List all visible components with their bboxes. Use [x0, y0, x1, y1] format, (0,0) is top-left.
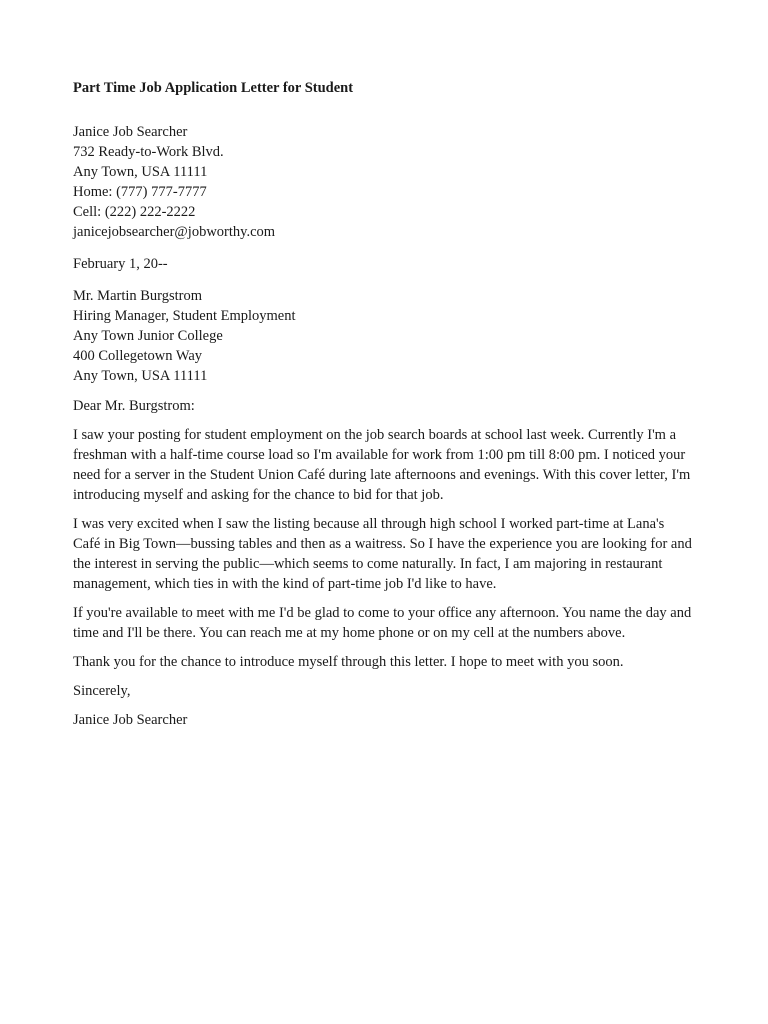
body-paragraph-4: Thank you for the chance to introduce myself through this letter. I hope to meet with you soon. [73, 654, 624, 670]
letter-date: February 1, 20-- [73, 256, 168, 272]
letter-page [73, 78, 693, 730]
sender-email: janicejobsearcher@jobworthy.com [73, 224, 276, 240]
recipient-address-block [73, 286, 693, 386]
sender-name: Janice Job Searcher [73, 124, 188, 140]
body-paragraph-1: I saw your posting for student employment on the job search boards at school last week. Currently I'm a freshman with a half-time course load so I'm available for work from 1:00 pm till 8:00 pm. I noticed your need for a server in the Student Union Café during late afternoons and evenings. With this cover letter, I'm introducing myself and asking for the chance to bid for that job. [73, 427, 691, 503]
recipient-street: 400 Collegetown Way [73, 348, 203, 364]
salutation: Dear Mr. Burgstrom: [73, 398, 195, 414]
sender-city: Any Town, USA 11111 [73, 164, 208, 180]
body-paragraph-2: I was very excited when I saw the listing because all through high school I worked part-time at Lana's Café in Big Town—bussing tables and then as a waitress. So I have the experience you are looking for and the interest in serving the public—which seems to come naturally. In fact, I am majoring in restaurant management, which ties in with the kind of part-time job I'd like to have. [73, 516, 692, 592]
sender-home-phone: Home: (777) 777-7777 [73, 184, 207, 200]
closing: Sincerely, [73, 683, 131, 699]
body-paragraph-3: If you're available to meet with me I'd be glad to come to your office any afternoon. You name the day and time and I'll be there. You can reach me at my home phone or on my cell at the numbers above. [73, 605, 692, 641]
sender-street: 732 Ready-to-Work Blvd. [73, 144, 224, 160]
recipient-title: Hiring Manager, Student Employment [73, 308, 296, 324]
recipient-organization: Any Town Junior College [73, 328, 223, 344]
signature-name: Janice Job Searcher [73, 712, 188, 728]
sender-address-block [73, 122, 693, 242]
recipient-name: Mr. Martin Burgstrom [73, 288, 203, 304]
recipient-city: Any Town, USA 11111 [73, 368, 208, 384]
sender-cell-phone: Cell: (222) 222-2222 [73, 204, 196, 220]
document-title: Part Time Job Application Letter for Student [73, 80, 354, 96]
